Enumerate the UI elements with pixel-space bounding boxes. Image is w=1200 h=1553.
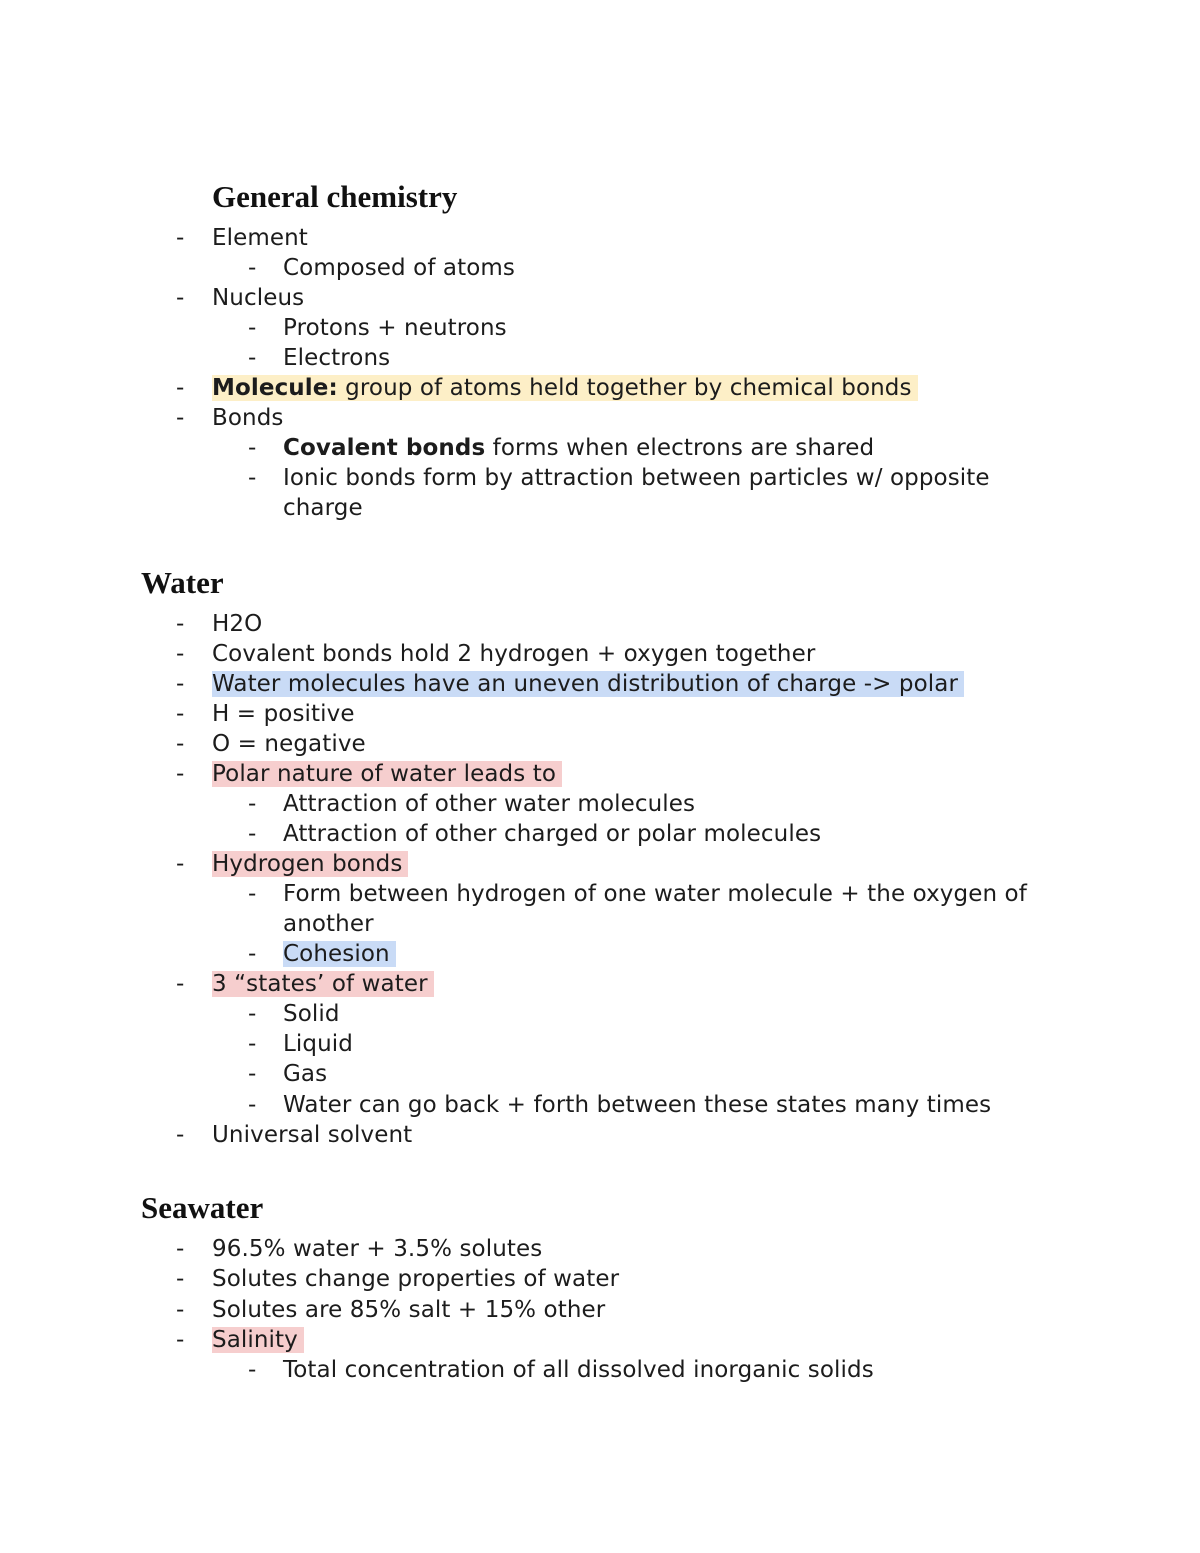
highlight-red: Salinity: [212, 1327, 304, 1353]
list-item: Element: [212, 225, 308, 251]
bullet-dash: -: [248, 255, 257, 281]
bullet-dash: -: [176, 375, 185, 401]
bullet-dash: -: [248, 1061, 257, 1087]
bullet-dash: -: [176, 641, 185, 667]
bullet-dash: -: [248, 315, 257, 341]
list-item: Attraction of other charged or polar molecules: [283, 821, 822, 847]
definition-text: group of atoms held together by chemical bonds: [337, 375, 912, 401]
bullet-dash: -: [176, 1297, 185, 1323]
list-item-molecule: [212, 373, 918, 403]
list-item: [212, 759, 562, 789]
bullet-dash: -: [248, 1001, 257, 1027]
list-item: O = negative: [212, 731, 366, 757]
bullet-dash: -: [176, 761, 185, 787]
list-item: [212, 849, 408, 879]
bullet-dash: -: [248, 1092, 257, 1118]
list-item: Bonds: [212, 405, 284, 431]
list-item: 96.5% water + 3.5% solutes: [212, 1236, 543, 1262]
list-item: Total concentration of all dissolved inorganic solids: [283, 1357, 874, 1383]
highlight-red: Polar nature of water leads to: [212, 761, 562, 787]
list-item: Form between hydrogen of one water molecule + the oxygen of another: [283, 881, 1027, 937]
bullet-dash: -: [176, 671, 185, 697]
bullet-dash: -: [176, 405, 185, 431]
bullet-dash: -: [176, 611, 185, 637]
bullet-dash: -: [248, 345, 257, 371]
definition-text: forms when electrons are shared: [485, 435, 875, 461]
list-item: Attraction of other water molecules: [283, 791, 696, 817]
list-item: [212, 1325, 304, 1355]
list-item: [283, 939, 396, 969]
section-heading-seawater: Seawater: [141, 1190, 264, 1225]
bullet-dash: -: [248, 821, 257, 847]
bullet-dash: -: [176, 1327, 185, 1353]
bullet-dash: -: [176, 1236, 185, 1262]
list-item: Gas: [283, 1061, 328, 1087]
list-item: [212, 969, 434, 999]
term-bold: Covalent bonds: [283, 435, 486, 461]
list-item: Solutes change properties of water: [212, 1266, 620, 1292]
bullet-dash: -: [248, 791, 257, 817]
highlight-blue: Cohesion: [283, 941, 396, 967]
list-item: [212, 669, 964, 699]
list-item: Ionic bonds form by attraction between particles w/ opposite charge: [283, 465, 990, 521]
bullet-dash: -: [176, 285, 185, 311]
bullet-dash: -: [176, 225, 185, 251]
term-bold: Molecule:: [212, 375, 338, 401]
bullet-dash: -: [176, 701, 185, 727]
list-item: Universal solvent: [212, 1122, 413, 1148]
highlight-blue: Water molecules have an uneven distribution of charge -> polar: [212, 671, 964, 697]
list-item: H = positive: [212, 701, 355, 727]
bullet-dash: -: [176, 1266, 185, 1292]
list-item: Electrons: [283, 345, 391, 371]
bullet-dash: -: [248, 881, 257, 907]
highlight-red: 3 “states’ of water: [212, 971, 434, 997]
list-item: Nucleus: [212, 285, 305, 311]
list-item: Protons + neutrons: [283, 315, 507, 341]
section-heading-general-chemistry: General chemistry: [212, 179, 458, 214]
highlight-yellow: [212, 375, 918, 401]
bullet-dash: -: [248, 941, 257, 967]
list-item: Water can go back + forth between these states many times: [283, 1092, 992, 1118]
list-item: Liquid: [283, 1031, 353, 1057]
bullet-dash: -: [248, 465, 257, 491]
bullet-dash: -: [248, 1357, 257, 1383]
list-item: Solutes are 85% salt + 15% other: [212, 1297, 606, 1323]
bullet-dash: -: [248, 435, 257, 461]
list-item: Composed of atoms: [283, 255, 516, 281]
bullet-dash: -: [176, 971, 185, 997]
section-heading-water: Water: [141, 565, 224, 600]
bullet-dash: -: [176, 731, 185, 757]
bullet-dash: -: [176, 1122, 185, 1148]
bullet-dash: -: [248, 1031, 257, 1057]
list-item: Solid: [283, 1001, 340, 1027]
highlight-red: Hydrogen bonds: [212, 851, 408, 877]
list-item: H2O: [212, 611, 263, 637]
list-item-covalent: [283, 433, 874, 463]
list-item: Covalent bonds hold 2 hydrogen + oxygen together: [212, 641, 816, 667]
bullet-dash: -: [176, 851, 185, 877]
